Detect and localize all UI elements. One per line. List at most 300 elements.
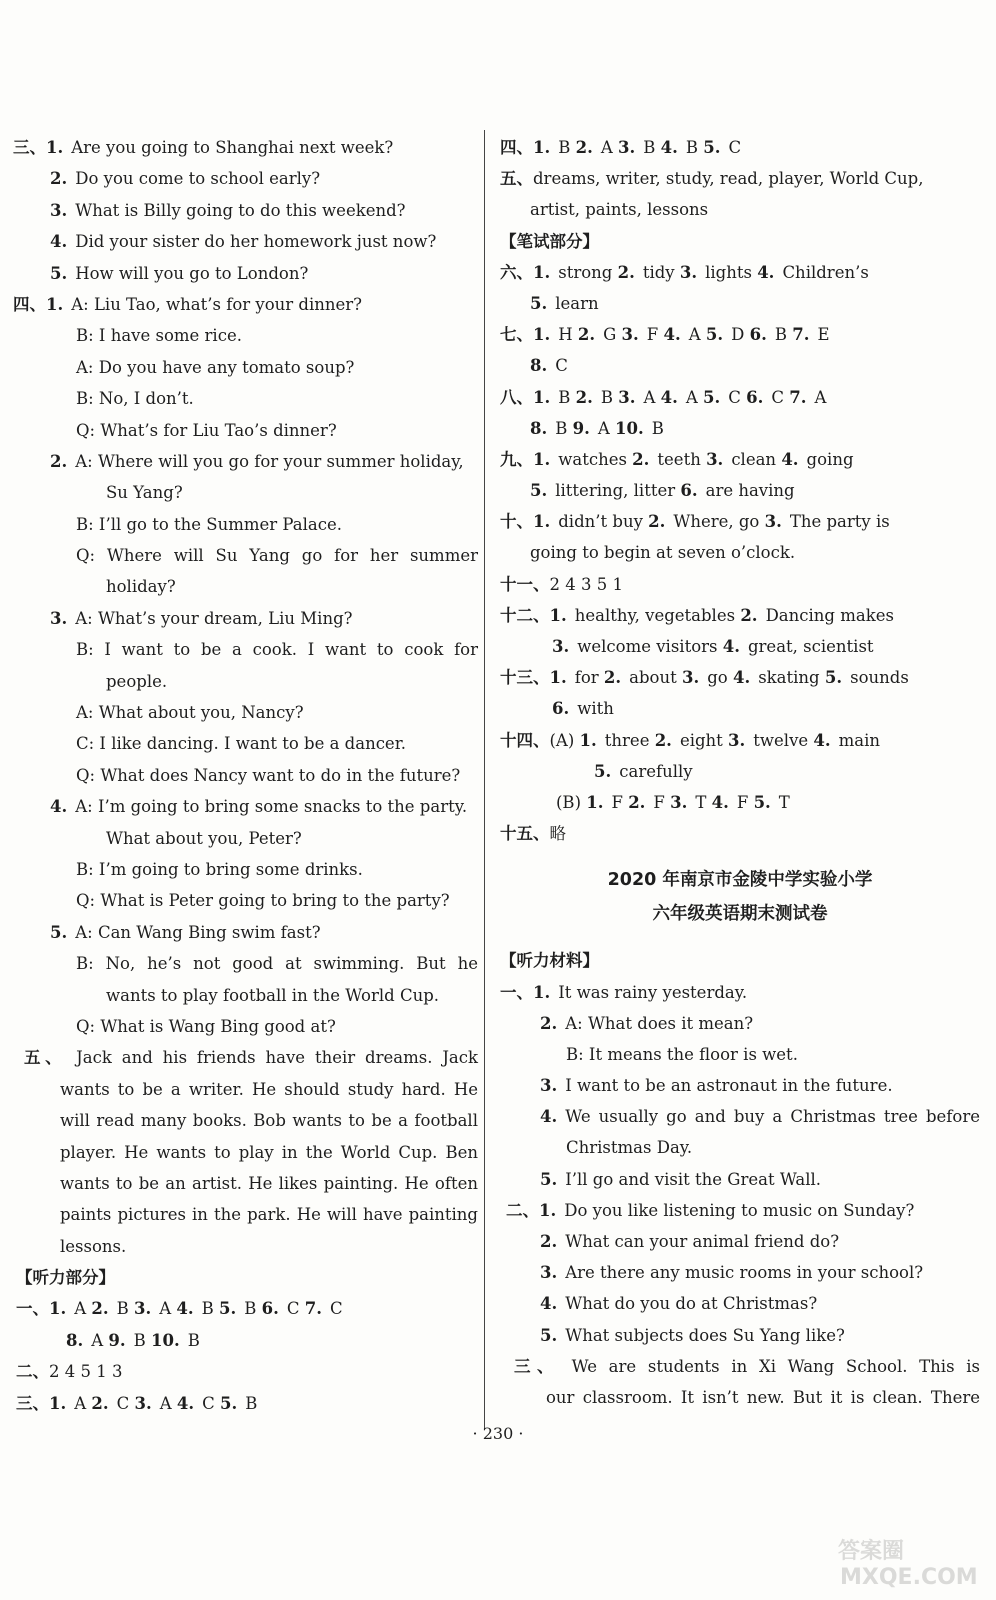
text-line xyxy=(10,163,478,194)
item-number: 4. xyxy=(50,797,68,817)
answer-text: B xyxy=(651,418,664,438)
answer-text: carefully xyxy=(619,761,693,781)
answer-text: B: It means the floor is wet. xyxy=(566,1044,798,1064)
item-number: 3. xyxy=(540,1076,558,1096)
text-line xyxy=(10,289,478,320)
item-number: 5. xyxy=(530,481,548,501)
answer-text: A: I’m going to bring some snacks to the party. xyxy=(75,797,468,817)
text-line xyxy=(10,823,478,854)
text-line xyxy=(500,1320,980,1351)
text-line xyxy=(10,1137,478,1168)
answer-text: A xyxy=(643,387,661,407)
answer-text: A xyxy=(814,387,827,407)
answer-text: A xyxy=(600,138,619,157)
answer-text: watches xyxy=(558,449,633,469)
text-line xyxy=(500,1351,980,1382)
answer-text: It was rainy yesterday. xyxy=(558,982,748,1002)
item-number: 4. xyxy=(813,730,831,750)
answer-text: T xyxy=(695,792,712,812)
item-number: 3. xyxy=(134,1393,152,1413)
right-column xyxy=(500,132,980,1413)
answer-text: What is Billy going to do this weekend? xyxy=(75,200,406,220)
question-label: 三、 xyxy=(13,138,46,157)
question-label: 六、 xyxy=(500,262,533,282)
item-number: 1. xyxy=(533,262,551,282)
text-line xyxy=(500,662,980,693)
answer-text: A: What does it mean? xyxy=(565,1013,754,1033)
text-line xyxy=(10,603,478,634)
item-number: 1. xyxy=(533,387,551,407)
item-number: 3. xyxy=(50,200,68,220)
text-line xyxy=(10,1262,478,1293)
answer-text: B xyxy=(685,138,704,157)
answer-text: littering, litter xyxy=(555,481,681,501)
answer-text: Do you come to school early? xyxy=(75,169,321,189)
answer-text: What about you, Peter? xyxy=(106,828,302,848)
item-number: 2. xyxy=(575,138,593,157)
answer-text: clean xyxy=(731,449,782,469)
answer-text: C xyxy=(728,138,742,157)
item-number: 5. xyxy=(540,1169,558,1189)
question-label: 九、 xyxy=(500,449,533,469)
answer-text: A xyxy=(685,387,704,407)
answer-text: Dancing makes xyxy=(765,605,894,625)
text-line xyxy=(500,1039,980,1070)
item-number: 2. xyxy=(632,449,650,469)
item-number: 1. xyxy=(549,668,567,688)
answer-text: 2020 年南京市金陵中学实验小学 xyxy=(607,870,873,891)
answer-text: B xyxy=(558,387,576,407)
text-line xyxy=(10,917,478,948)
answer-text: A xyxy=(91,1330,109,1350)
answer-text: 2 4 5 1 3 xyxy=(49,1362,123,1382)
answer-text: A: Liu Tao, what’s for your dinner? xyxy=(71,294,362,314)
item-number: 1. xyxy=(533,512,551,532)
answer-text: B: I have some rice. xyxy=(76,326,242,346)
text-line xyxy=(500,756,980,787)
section-title xyxy=(500,863,980,897)
text-line xyxy=(10,1199,478,1230)
answer-text: F xyxy=(736,792,754,812)
answer-text: wants to be a writer. He should study hard. He xyxy=(60,1079,478,1099)
item-number: 1. xyxy=(49,1299,67,1319)
item-number: 2. xyxy=(628,792,646,812)
answer-text: people. xyxy=(106,671,168,691)
text-line xyxy=(500,1382,980,1413)
item-number: 5. xyxy=(540,1325,558,1345)
answer-text: lights xyxy=(705,262,758,282)
answer-text: are having xyxy=(705,481,795,501)
item-number: 1. xyxy=(46,294,64,314)
text-line xyxy=(10,509,478,540)
answer-text: go xyxy=(707,668,733,688)
item-number: 3. xyxy=(682,668,700,688)
answer-text: C xyxy=(202,1393,221,1413)
answer-text: Su Yang? xyxy=(106,483,183,503)
item-number: 4. xyxy=(660,138,678,157)
text-line xyxy=(10,1388,478,1419)
item-number: 2. xyxy=(648,512,666,532)
text-line xyxy=(10,666,478,697)
answer-text: A: Do you have any tomato soup? xyxy=(76,357,355,377)
answer-text: A xyxy=(74,1299,92,1319)
answer-text: Do you like listening to music on Sunday? xyxy=(564,1200,915,1220)
answer-text: 六年级英语期末测试卷 xyxy=(652,904,828,925)
answer-text: B: I want to be a cook. I want to cook for xyxy=(76,640,478,660)
answer-text: Q: What does Nancy want to do in the future? xyxy=(76,765,461,785)
text-line xyxy=(10,1356,478,1387)
answer-text: Are there any music rooms in your school? xyxy=(565,1263,924,1283)
item-number: 6. xyxy=(680,481,698,501)
answer-text: What subjects does Su Yang like? xyxy=(565,1325,845,1345)
item-number: 1. xyxy=(49,1393,67,1413)
item-number: 5. xyxy=(824,668,843,688)
answer-text: 2 4 3 5 1 xyxy=(549,574,623,594)
answer-text: Q: What is Peter going to bring to the party? xyxy=(76,891,450,911)
item-number: 6. xyxy=(261,1299,279,1319)
text-line xyxy=(500,787,980,818)
item-number: 7. xyxy=(304,1299,322,1319)
item-number: 2. xyxy=(50,451,68,471)
text-line xyxy=(500,1195,980,1226)
answer-text: dreams, writer, study, read, player, World Cup, xyxy=(533,169,924,189)
answer-text: tidy xyxy=(642,262,680,282)
spacer xyxy=(500,931,980,945)
text-line xyxy=(10,415,478,446)
text-line xyxy=(500,506,980,537)
answer-text: wants to be an artist. He likes painting. He often xyxy=(60,1173,478,1193)
left-column xyxy=(10,132,478,1419)
item-number: 2. xyxy=(577,325,596,345)
text-line xyxy=(500,226,980,257)
question-label: 五、 xyxy=(24,1048,67,1068)
question-label: 四、 xyxy=(500,138,533,157)
answer-text: artist, paints, lessons xyxy=(530,200,709,220)
text-line xyxy=(500,1288,980,1319)
answer-text: T xyxy=(778,792,790,812)
question-label: 七、 xyxy=(500,325,533,345)
text-line xyxy=(500,818,980,849)
answer-text: A: Can Wang Bing swim fast? xyxy=(75,922,321,942)
text-line xyxy=(10,948,478,979)
watermark-text: MXQE.COM xyxy=(840,1565,978,1590)
item-number: 3. xyxy=(134,1299,152,1319)
item-number: 3. xyxy=(679,262,698,282)
item-number: 8. xyxy=(66,1330,84,1350)
answer-text: holiday? xyxy=(106,577,176,597)
answer-text: B xyxy=(133,1330,152,1350)
item-number: 1. xyxy=(46,138,64,157)
answer-text: strong xyxy=(558,262,618,282)
answer-text: teeth xyxy=(657,449,707,469)
answer-text: C xyxy=(728,387,747,407)
item-number: 5. xyxy=(703,138,721,157)
answer-text: B xyxy=(201,1299,220,1319)
answer-text: for xyxy=(574,668,604,688)
question-label: 一、 xyxy=(500,982,533,1002)
question-label: 四、 xyxy=(13,294,46,314)
text-line xyxy=(10,1105,478,1136)
text-line xyxy=(10,791,478,822)
watermark-glyphs: 答案圈 xyxy=(838,1539,905,1564)
answer-text: paints pictures in the park. He will have painting xyxy=(60,1205,478,1225)
answer-text: didn’t buy xyxy=(558,512,649,532)
item-number: 9. xyxy=(572,418,590,438)
answer-text: lessons. xyxy=(60,1236,127,1256)
page-number: · 230 · xyxy=(472,1424,524,1443)
answer-text: D xyxy=(731,325,750,345)
text-line xyxy=(10,320,478,351)
text-line xyxy=(10,885,478,916)
item-number: 4. xyxy=(176,1299,194,1319)
answer-text: Are you going to Shanghai next week? xyxy=(71,138,394,157)
text-line xyxy=(500,163,980,194)
text-line xyxy=(500,288,980,319)
item-number: 8. xyxy=(530,418,548,438)
text-line xyxy=(10,258,478,289)
text-line xyxy=(10,728,478,759)
item-number: 2. xyxy=(540,1013,558,1033)
text-line xyxy=(500,945,980,976)
item-number: 3. xyxy=(621,325,639,345)
item-number: 10. xyxy=(615,418,644,438)
question-label: 二、 xyxy=(506,1200,539,1220)
item-number: 3. xyxy=(540,1263,558,1283)
answer-text: eight xyxy=(679,730,729,750)
question-label: 五、 xyxy=(500,169,533,189)
answer-text: Q: What is Wang Bing good at? xyxy=(76,1016,336,1036)
answer-text: We are students in Xi Wang School. This is xyxy=(559,1356,980,1376)
answer-text: F xyxy=(611,792,629,812)
text-line xyxy=(500,537,980,568)
answer-text: Q: What’s for Liu Tao’s dinner? xyxy=(76,420,337,440)
item-number: 3. xyxy=(728,730,746,750)
answer-text: B xyxy=(774,325,793,345)
text-line xyxy=(500,569,980,600)
text-line xyxy=(10,540,478,571)
answer-text: F xyxy=(653,792,671,812)
answer-text: 略 xyxy=(549,824,566,844)
answer-text: We usually go and buy a Christmas tree before xyxy=(565,1107,980,1127)
text-line xyxy=(10,571,478,602)
question-label: 二、 xyxy=(16,1362,49,1382)
text-line xyxy=(10,1231,478,1262)
text-line xyxy=(10,383,478,414)
answer-text: going xyxy=(806,449,854,469)
answer-text: sounds xyxy=(850,668,909,688)
answer-text: B xyxy=(187,1330,200,1350)
text-line xyxy=(10,980,478,1011)
item-number: 8. xyxy=(530,356,548,376)
text-line xyxy=(500,194,980,225)
question-label: 三、 xyxy=(514,1356,560,1376)
text-line xyxy=(10,477,478,508)
answer-text: about xyxy=(629,668,682,688)
answer-text: A: What’s your dream, Liu Ming? xyxy=(75,608,353,628)
item-number: 5. xyxy=(703,387,721,407)
answer-text: (B) xyxy=(556,792,587,812)
text-line xyxy=(10,1168,478,1199)
answer-text: twelve xyxy=(753,730,814,750)
item-number: 3. xyxy=(764,512,782,532)
answer-text: B xyxy=(244,1299,262,1319)
section-header: 【听力部分】 xyxy=(16,1268,115,1288)
text-line xyxy=(500,631,980,662)
answer-text: A: What about you, Nancy? xyxy=(76,703,304,723)
answer-text: C: I like dancing. I want to be a dancer. xyxy=(76,734,407,754)
answer-text: healthy, vegetables xyxy=(574,605,741,625)
spacer xyxy=(500,849,980,863)
text-line xyxy=(10,446,478,477)
answer-text: Jack and his friends have their dreams. Jack xyxy=(66,1048,479,1068)
item-number: 2. xyxy=(540,1232,558,1251)
item-number: 10. xyxy=(151,1330,180,1350)
answer-text: B xyxy=(600,387,619,407)
answer-text: B: I’ll go to the Summer Palace. xyxy=(76,514,342,534)
item-number: 1. xyxy=(533,449,551,469)
text-line xyxy=(500,350,980,381)
question-label: 十、 xyxy=(500,512,533,532)
item-number: 2. xyxy=(740,605,758,625)
answer-text: learn xyxy=(555,293,599,313)
answer-text: C xyxy=(771,387,790,407)
text-line xyxy=(10,1325,478,1356)
answer-text: H xyxy=(558,325,578,345)
item-number: 2. xyxy=(617,262,635,282)
text-line xyxy=(10,1042,478,1073)
item-number: 6. xyxy=(746,387,764,407)
item-number: 3. xyxy=(50,608,68,628)
question-label: 十二、 xyxy=(500,605,550,625)
item-number: 2. xyxy=(654,730,672,750)
answer-text: A: Where will you go for your summer holiday, xyxy=(75,451,464,471)
text-line xyxy=(500,1257,980,1288)
item-number: 5. xyxy=(219,1299,237,1319)
answer-text: Did your sister do her homework just now? xyxy=(75,232,437,252)
text-line xyxy=(500,1070,980,1101)
text-line xyxy=(500,1132,980,1163)
answer-text: C xyxy=(555,356,568,376)
text-line xyxy=(500,600,980,631)
item-number: 4. xyxy=(660,387,678,407)
text-line xyxy=(500,725,980,756)
watermark-logo xyxy=(832,1532,982,1592)
item-number: 3. xyxy=(706,449,724,469)
question-label: 十五、 xyxy=(500,824,550,844)
answer-text: A xyxy=(74,1393,92,1413)
text-line xyxy=(10,697,478,728)
answer-text: A xyxy=(597,418,616,438)
question-label: 十三、 xyxy=(500,668,550,688)
answer-text: C xyxy=(286,1299,305,1319)
text-line xyxy=(10,352,478,383)
text-line xyxy=(500,1008,980,1039)
answer-text: wants to play football in the World Cup. xyxy=(106,985,440,1005)
answer-text: will read many books. Bob wants to be a football xyxy=(60,1111,478,1131)
item-number: 1. xyxy=(533,325,551,345)
answer-text: with xyxy=(577,699,614,719)
answer-text: What can your animal friend do? xyxy=(565,1232,840,1251)
section-header: 【笔试部分】 xyxy=(500,231,599,251)
text-line xyxy=(10,634,478,665)
text-line xyxy=(10,1011,478,1042)
answer-text: What do you do at Christmas? xyxy=(565,1294,818,1314)
question-label: 一、 xyxy=(16,1299,49,1319)
text-line xyxy=(500,1101,980,1132)
item-number: 1. xyxy=(539,1200,557,1220)
item-number: 5. xyxy=(50,263,68,283)
answer-text: player. He wants to play in the World Cup. Ben xyxy=(60,1142,478,1162)
question-label: 十四、 xyxy=(500,730,550,750)
answer-text: B: I’m going to bring some drinks. xyxy=(76,859,363,879)
item-number: 5. xyxy=(753,792,771,812)
item-number: 5. xyxy=(50,922,68,942)
text-line xyxy=(500,382,980,413)
text-line xyxy=(500,693,980,724)
answer-text: (A) xyxy=(549,730,580,750)
text-line xyxy=(10,760,478,791)
item-number: 4. xyxy=(663,325,681,345)
item-number: 5. xyxy=(705,325,724,345)
text-line xyxy=(500,413,980,444)
text-line xyxy=(500,475,980,506)
item-number: 5. xyxy=(530,293,548,313)
answer-text: C xyxy=(329,1299,343,1319)
text-line xyxy=(500,132,980,163)
answer-text: B xyxy=(558,138,576,157)
answer-text: G xyxy=(603,325,622,345)
item-number: 6. xyxy=(552,699,570,719)
answer-text: Where, go xyxy=(673,512,765,532)
item-number: 3. xyxy=(552,637,570,656)
text-line xyxy=(500,977,980,1008)
item-number: 1. xyxy=(533,982,551,1002)
text-line xyxy=(10,132,478,163)
item-number: 4. xyxy=(722,637,740,656)
answer-text: A xyxy=(159,1393,177,1413)
answer-text: B xyxy=(555,418,573,438)
item-number: 5. xyxy=(220,1393,238,1413)
answer-text: Children’s xyxy=(782,262,869,282)
item-number: 4. xyxy=(757,262,775,282)
question-label: 十一、 xyxy=(500,574,550,594)
item-number: 4. xyxy=(781,449,799,469)
answer-text: C xyxy=(116,1393,135,1413)
item-number: 2. xyxy=(91,1393,109,1413)
item-number: 2. xyxy=(603,668,622,688)
item-number: 4. xyxy=(50,232,68,252)
item-number: 2. xyxy=(50,169,68,189)
answer-text: I want to be an astronaut in the future. xyxy=(565,1076,893,1096)
answer-text: The party is xyxy=(789,512,890,532)
column-divider xyxy=(484,130,485,1430)
item-number: 6. xyxy=(749,325,767,345)
answer-text: How will you go to London? xyxy=(75,263,309,283)
item-number: 9. xyxy=(108,1330,126,1350)
answer-text: skating xyxy=(758,668,825,688)
text-line xyxy=(500,257,980,288)
answer-text: E xyxy=(817,325,830,345)
text-line xyxy=(10,854,478,885)
item-number: 4. xyxy=(176,1393,195,1413)
item-number: 4. xyxy=(540,1107,558,1127)
question-label: 八、 xyxy=(500,387,533,407)
item-number: 4. xyxy=(540,1294,558,1314)
item-number: 2. xyxy=(91,1299,109,1319)
text-line xyxy=(10,1074,478,1105)
question-label: 三、 xyxy=(16,1393,49,1413)
text-line xyxy=(500,1164,980,1195)
